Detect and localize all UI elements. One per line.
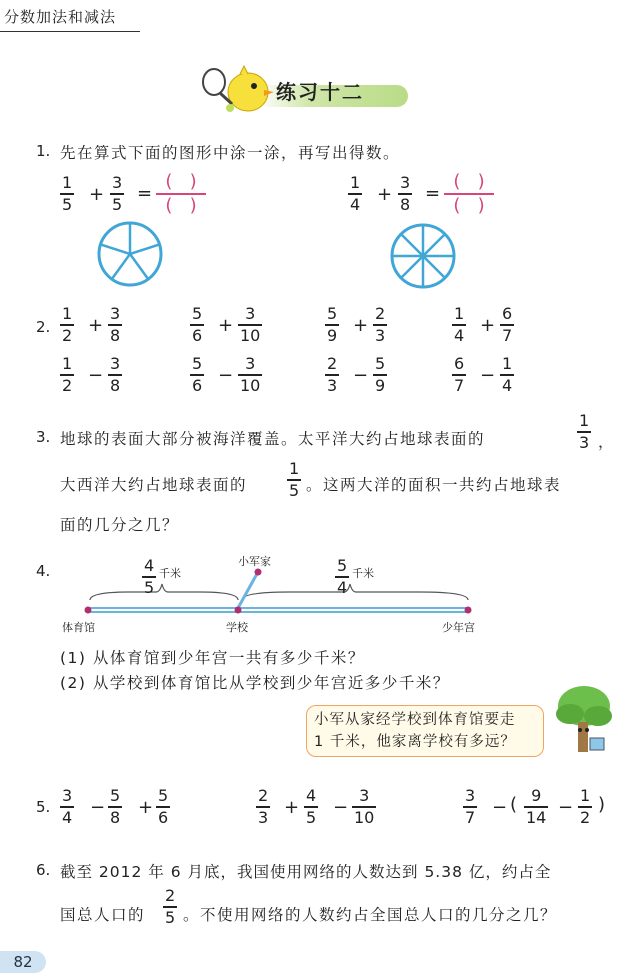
q5-expr2-fraction-1: 2 3	[258, 786, 269, 827]
section-header: 分数加法和减法	[4, 8, 117, 26]
q3-line2: 大西洋大约占地球表面的	[60, 476, 248, 494]
q2-row2-expr4-fraction-1: 6 7	[454, 354, 465, 395]
q2-row2-expr2-fraction-2: 3 10	[240, 354, 261, 395]
q5-expr3-fraction-3: 1 2	[580, 786, 591, 827]
q5-expr3-fraction-2: 9 14	[526, 786, 547, 827]
q1b-fraction-1: 1 4	[350, 173, 361, 214]
q6-fraction: 2 5	[165, 886, 176, 927]
distance-diagram	[80, 550, 480, 630]
speech-bubble-text	[314, 709, 540, 753]
q4-label-school: 学校	[226, 621, 248, 634]
bubble-line-1: 小军从家经学校到体育馆要走	[314, 712, 516, 728]
page-title: 练习十二	[276, 80, 364, 104]
q1b-fraction-2: 3 8	[400, 173, 411, 214]
q2-row1-expr4-fraction-2: 6 7	[502, 304, 513, 345]
q4-sub1: (1) 从体育馆到少年宫一共有多少千米？	[60, 649, 365, 667]
q4-sub2: (2) 从学校到体育馆比从学校到少年宫近多少千米？	[60, 674, 450, 692]
q3-comma: ，	[598, 433, 616, 451]
q2-row1-expr3-operator: +	[353, 315, 369, 336]
q4-label-home: 小军家	[238, 555, 271, 568]
q2-row2-expr3-operator: −	[353, 365, 369, 386]
q1b-plus: +	[377, 184, 393, 205]
q2-row2-expr3-fraction-1: 2 3	[327, 354, 338, 395]
q4-label: 4.	[36, 562, 51, 580]
q1b-answer-blank[interactable]: ( ) ( )	[444, 173, 494, 215]
q4-segment2-unit: 千米	[352, 567, 374, 580]
q5-expr3-right-paren: )	[598, 794, 606, 815]
q2-row2-expr2-fraction-1: 5 6	[192, 354, 203, 395]
q2-row1-expr2-operator: +	[218, 315, 234, 336]
q2-row1-expr1-operator: +	[88, 315, 104, 336]
q5-expr1-fraction-3: 5 6	[158, 786, 169, 827]
q2-row1-expr4-operator: +	[480, 315, 496, 336]
q2-row2-expr4-operator: −	[480, 365, 496, 386]
q4-segment2-fraction: 5 4	[337, 556, 348, 597]
q5-expr1-operator-1: −	[90, 797, 106, 818]
q1-text: 先在算式下面的图形中涂一涂，再写出得数。	[60, 144, 401, 162]
q4-segment1-fraction: 4 5	[144, 556, 155, 597]
q5-expr1-fraction-1: 3 4	[62, 786, 73, 827]
q1a-fraction-1: 1 5	[62, 173, 73, 214]
q4-segment1-unit: 千米	[159, 567, 181, 580]
q5-expr3-fraction-1: 3 7	[465, 786, 476, 827]
circle-five-parts[interactable]	[96, 220, 164, 288]
circle-eight-parts[interactable]	[389, 222, 457, 290]
q5-expr2-fraction-2: 4 5	[306, 786, 317, 827]
q3-label: 3.	[36, 428, 51, 446]
q5-label: 5.	[36, 798, 51, 816]
q2-row2-expr1-operator: −	[88, 365, 104, 386]
q5-expr3-operator-1: −	[492, 797, 508, 818]
q2-row2-expr2-operator: −	[218, 365, 234, 386]
q3-line3: 面的几分之几？	[60, 516, 180, 534]
q2-row2-expr1-fraction-1: 1 2	[62, 354, 73, 395]
q2-row1-expr2-fraction-2: 3 10	[240, 304, 261, 345]
q5-expr3-operator-2: −	[558, 797, 574, 818]
q1a-plus: +	[89, 184, 105, 205]
q3-line2-end: 。这两大洋的面积一共约占地球表	[306, 476, 562, 494]
q6-line2: 国总人口的	[60, 906, 146, 924]
q2-row1-expr2-fraction-1: 5 6	[192, 304, 203, 345]
chick-tennis-icon	[200, 62, 276, 118]
q4-label-gym: 体育馆	[62, 621, 95, 634]
q6-line2-end: 。不使用网络的人数约占全国总人口的几分之几？	[183, 906, 558, 924]
q2-row2-expr3-fraction-2: 5 9	[375, 354, 386, 395]
q1b-equals: =	[425, 183, 441, 204]
q1a-answer-blank[interactable]: ( ) ( )	[156, 173, 206, 215]
page-number: 82	[0, 951, 46, 973]
q5-expr2-fraction-3: 3 10	[354, 786, 375, 827]
q2-row2-expr4-fraction-2: 1 4	[502, 354, 513, 395]
q2-row1-expr3-fraction-2: 2 3	[375, 304, 386, 345]
header-divider	[0, 31, 140, 32]
q2-row1-expr4-fraction-1: 1 4	[454, 304, 465, 345]
q2-row1-expr1-fraction-2: 3 8	[110, 304, 121, 345]
q6-line1: 截至 2012 年 6 月底，我国使用网络的人数达到 5.38 亿，约占全	[60, 863, 552, 881]
q3-fraction-pacific: 1 3	[579, 411, 590, 452]
q2-row2-expr1-fraction-2: 3 8	[110, 354, 121, 395]
q1a-equals: =	[137, 183, 153, 204]
q1a-fraction-2: 3 5	[112, 173, 123, 214]
q2-row1-expr1-fraction-1: 1 2	[62, 304, 73, 345]
tree-character-icon	[550, 684, 614, 762]
q1-label: 1.	[36, 142, 51, 160]
q5-expr1-operator-2: +	[138, 797, 154, 818]
q5-expr2-operator-2: −	[333, 797, 349, 818]
q2-row1-expr3-fraction-1: 5 9	[327, 304, 338, 345]
q4-label-youth-palace: 少年宫	[442, 621, 475, 634]
q2-label: 2.	[36, 318, 51, 336]
q3-fraction-atlantic: 1 5	[289, 459, 300, 500]
q5-expr2-operator-1: +	[284, 797, 300, 818]
q6-label: 6.	[36, 861, 51, 879]
bubble-line-2: 1 千米，他家离学校有多远？	[314, 734, 516, 750]
q3-line1: 地球的表面大部分被海洋覆盖。太平洋大约占地球表面的	[60, 430, 486, 448]
q5-expr1-fraction-2: 5 8	[110, 786, 121, 827]
q5-expr3-left-paren: (	[510, 794, 518, 815]
